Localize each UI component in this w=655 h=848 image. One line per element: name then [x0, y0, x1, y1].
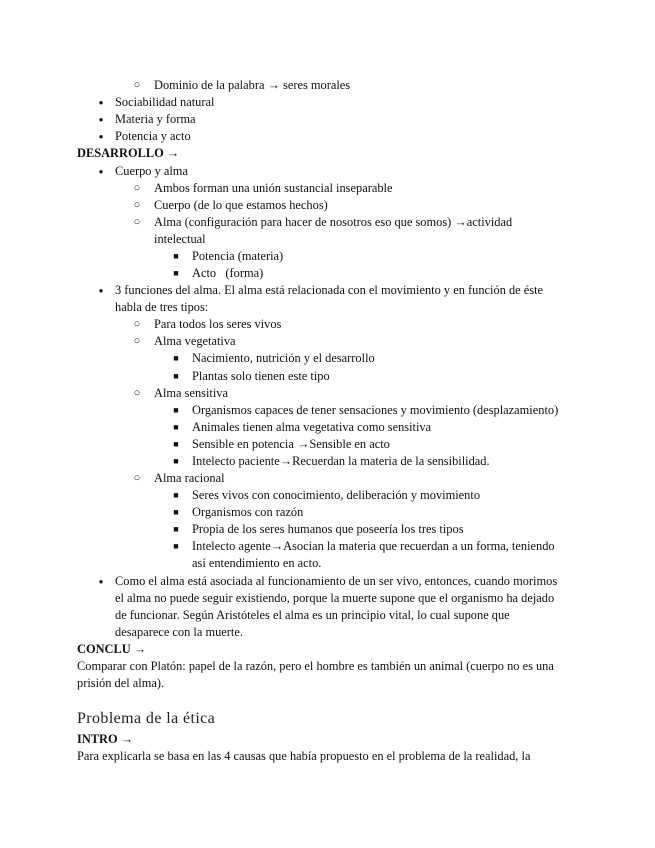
circle-bullet-icon: ○	[133, 318, 141, 330]
list-item: 3 funciones del alma. El alma está relacionada con el movimiento y en función de éste	[115, 283, 544, 297]
section-label-desarrollo: DESARROLLO →	[77, 146, 180, 160]
list-item: Cuerpo y alma	[115, 164, 188, 178]
square-bullet-icon: ■	[173, 405, 179, 415]
list-item: Nacimiento, nutrición y el desarrollo	[192, 351, 375, 365]
list-item: Organismos capaces de tener sensaciones y movimiento (desplazamiento)	[192, 403, 559, 417]
list-item: Organismos con razón	[192, 505, 304, 519]
list-item: Sensible en potencia →Sensible en acto	[192, 437, 390, 451]
list-item: Como el alma está asociada al funcionamiento de un ser vivo, entonces, cuando morimos	[115, 574, 558, 588]
paragraph-line: Para explicarla se basa en las 4 causas que había propuesto en el problema de la realidad, la	[77, 749, 531, 763]
list-item-continuation: el alma no puede seguir existiendo, porque la muerte supone que el organismo ha dejado	[115, 591, 555, 605]
circle-bullet-icon: ○	[133, 79, 141, 91]
list-item-continuation: intelectual	[154, 232, 206, 246]
list-item-continuation: de funcionar. Según Aristóteles el alma es un principio vital, lo cual supone que	[115, 608, 510, 622]
square-bullet-icon: ■	[173, 439, 179, 449]
square-bullet-icon: ■	[173, 251, 179, 261]
list-item: Alma sensitiva	[154, 386, 228, 400]
square-bullet-icon: ■	[173, 456, 179, 466]
circle-bullet-icon: ○	[133, 335, 141, 347]
list-item: Materia y forma	[115, 112, 196, 126]
square-bullet-icon: ■	[173, 541, 179, 551]
list-item: Acto (forma)	[192, 266, 264, 280]
list-item: Para todos los seres vivos	[154, 317, 282, 331]
circle-bullet-icon: ○	[133, 182, 141, 194]
list-item: Alma vegetativa	[154, 334, 236, 348]
circle-bullet-icon: ○	[133, 472, 141, 484]
list-item-continuation: así entendimiento en acto.	[192, 556, 322, 570]
disc-bullet-icon: ●	[98, 167, 104, 176]
square-bullet-icon: ■	[173, 524, 179, 534]
list-item: Dominio de la palabra → seres morales	[154, 78, 351, 92]
section-label-intro: INTRO →	[77, 732, 134, 746]
circle-bullet-icon: ○	[133, 199, 141, 211]
paragraph-line: prisión del alma).	[77, 676, 165, 690]
list-item: Alma (configuración para hacer de nosotros eso que somos) →actividad	[154, 215, 513, 229]
circle-bullet-icon: ○	[133, 216, 141, 228]
circle-bullet-icon: ○	[133, 387, 141, 399]
list-item: Potencia y acto	[115, 129, 191, 143]
square-bullet-icon: ■	[173, 490, 179, 500]
square-bullet-icon: ■	[173, 507, 179, 517]
disc-bullet-icon: ●	[98, 286, 104, 295]
paragraph-line: Comparar con Platón: papel de la razón, pero el hombre es también un animal (cuerpo no es una	[77, 659, 554, 673]
list-item: Cuerpo (de lo que estamos hechos)	[154, 198, 328, 212]
square-bullet-icon: ■	[173, 353, 179, 363]
list-item: Propia de los seres humanos que poseería los tres tipos	[192, 522, 464, 536]
list-item: Sociabilidad natural	[115, 95, 215, 109]
list-item: Seres vivos con conocimiento, deliberación y movimiento	[192, 488, 481, 502]
list-item: Plantas solo tienen este tipo	[192, 369, 330, 383]
square-bullet-icon: ■	[173, 422, 179, 432]
section-label-conclu: CONCLU →	[77, 642, 147, 656]
list-item: Intelecto agente→Asocian la materia que recuerdan a un forma, teniendo	[192, 539, 555, 553]
list-item: Ambos forman una unión sustancial inseparable	[154, 181, 393, 195]
disc-bullet-icon: ●	[98, 115, 104, 124]
disc-bullet-icon: ●	[98, 577, 104, 586]
square-bullet-icon: ■	[173, 371, 179, 381]
list-item-continuation: desaparece con la muerte.	[115, 625, 243, 639]
disc-bullet-icon: ●	[98, 98, 104, 107]
list-item: Potencia (materia)	[192, 249, 284, 263]
list-item: Intelecto paciente→Recuerdan la materia de la sensibilidad.	[192, 454, 490, 468]
list-item: Alma racional	[154, 471, 225, 485]
disc-bullet-icon: ●	[98, 132, 104, 141]
section-heading: Problema de la ética	[77, 710, 216, 727]
list-item-continuation: habla de tres tipos:	[115, 300, 209, 314]
square-bullet-icon: ■	[173, 268, 179, 278]
list-item: Animales tienen alma vegetativa como sensitiva	[192, 420, 432, 434]
